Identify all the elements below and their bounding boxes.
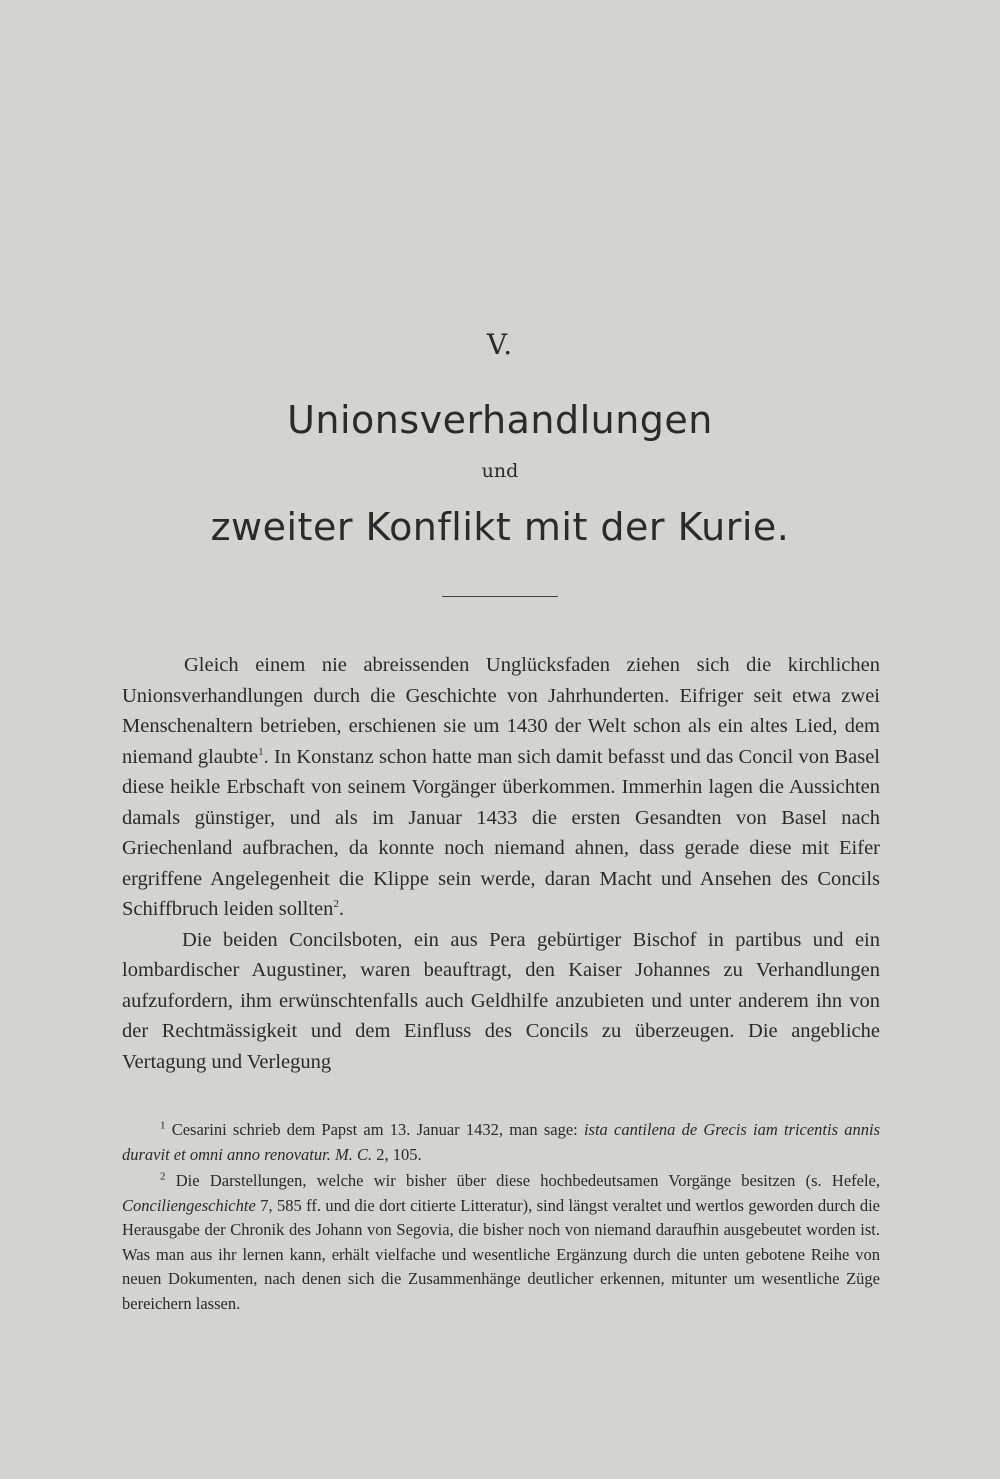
footnote-1 bbox=[122, 1118, 880, 1167]
body-text bbox=[122, 650, 880, 1077]
paragraph-1 bbox=[122, 650, 880, 925]
chapter-title-connector: und bbox=[481, 460, 519, 482]
footnote-2-text: Die Darstellungen, welche wir bisher über diese hochbedeutsamen Vorgänge besitzen (s. Hefele, bbox=[175, 1171, 880, 1190]
footnote-1-italic: ista cantilena de Grecis iam tricentis annis duravit et omni anno renovatur. bbox=[122, 1120, 880, 1164]
footnote-2-marker: 2 bbox=[160, 1170, 166, 1183]
chapter-number: V. bbox=[486, 328, 514, 361]
footnote-1-ref: 2, 105. bbox=[372, 1144, 422, 1164]
footnote-2-text-cont: 7, 585 ff. und die dort citierte Litteratur), sind längst veraltet und wertlos geworden durch die Herausgabe der Chronik des Johann von Segovia, die bisher noch von niemand daraufhin ausgebeutet worden ist. Was man aus ihr lernen kann, erhält vielfache und wesentliche Ergänzung durch die unten gebotene Reihe von neuen Dokumenten, nach denen sich die Zusammenhänge deutlicher erkennen, mitunter um wesentliche Züge bereichern lassen. bbox=[122, 1195, 880, 1313]
chapter-title-line1: Unionsverhandlungen bbox=[287, 398, 713, 442]
paragraph-1-text-end: . bbox=[338, 898, 345, 920]
footnote-1-text: Cesarini schrieb dem Papst am 13. Januar 1432, man sage: bbox=[171, 1120, 584, 1139]
footnote-ref-1: 1 bbox=[258, 745, 264, 758]
footnote-2 bbox=[122, 1169, 880, 1316]
paragraph-1-text: Gleich einem nie abreissenden Unglücksfaden ziehen sich die kirchlichen Unionsverhandlungen durch die Geschichte von Jahrhunderten. Eifriger seit etwa zwei Menschenaltern betrieben, erschienen sie um 1430 der Welt schon als ein altes Lied, dem niemand glaubte bbox=[122, 654, 880, 768]
paragraph-2: Die beiden Concilsboten, ein aus Pera gebürtiger Bischof in partibus und ein lombardischer Augustiner, waren beauftragt, den Kaiser Johannes zu Verhandlungen aufzufordern, ihm erwünschtenfalls auch Geldhilfe anzubieten und unter anderem ihn von der Rechtmässigkeit und dem Einfluss des Concils zu überzeugen. Die angebliche Vertagung und Verlegung bbox=[122, 928, 880, 1073]
footnote-1-marker: 1 bbox=[160, 1119, 166, 1132]
footnote-2-italic: Conciliengeschichte bbox=[122, 1195, 256, 1215]
footnotes bbox=[122, 1118, 880, 1316]
chapter-title-line2: zweiter Konflikt mit der Kurie. bbox=[210, 505, 790, 549]
footnote-ref-2: 2 bbox=[333, 898, 339, 911]
paragraph-1-text-cont: . In Konstanz schon hatte man sich damit befasst und das Concil von Basel diese heikle Erbschaft von seinem Vorgänger überkommen. Immerhin lagen die Aussichten damals günstiger, und als im Januar 1433 die ersten Gesandten von Basel nach Griechenland aufbrachen, da konnte noch niemand ahnen, dass gerade diese mit Eifer ergriffene Angelegenheit die Klippe sein werde, daran Macht und Ansehen des Concils Schiffbruch leiden sollten bbox=[122, 745, 880, 920]
title-divider bbox=[442, 596, 558, 597]
footnote-1-source: M. C. bbox=[334, 1144, 373, 1164]
